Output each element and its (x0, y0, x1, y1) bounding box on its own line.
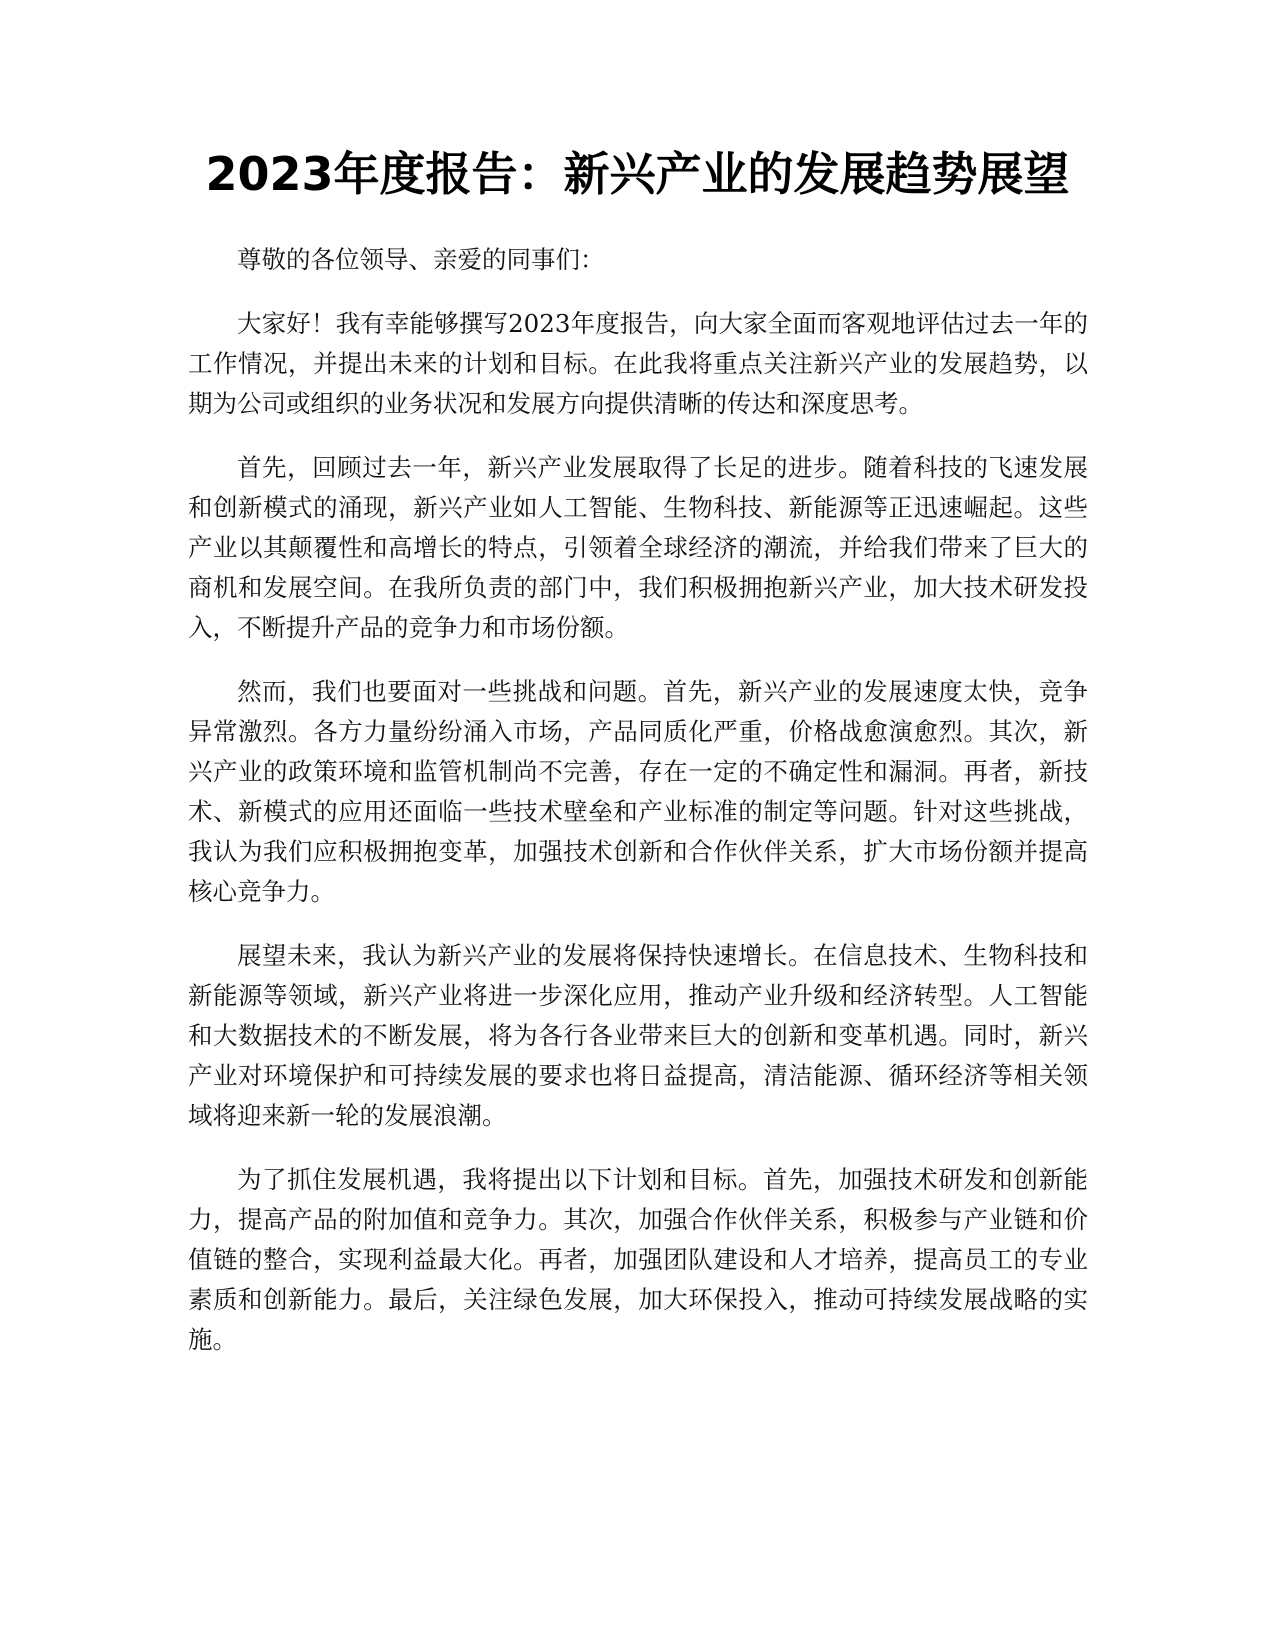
paragraph-plans: 为了抓住发展机遇，我将提出以下计划和目标。首先，加强技术研发和创新能力，提高产品的附加值和竞争力。其次，加强合作伙伴关系，积极参与产业链和价值链的整合，实现利益最大化。再者，加强团队建设和人才培养，提高员工的专业素质和创新能力。最后，关注绿色发展，加大环保投入，推动可持续发展战略的实施。 (188, 1165, 1088, 1354)
page-title: 2023年度报告：新兴产业的发展趋势展望 (205, 147, 1070, 201)
paragraph-challenges: 然而，我们也要面对一些挑战和问题。首先，新兴产业的发展速度太快，竞争异常激烈。各方力量纷纷涌入市场，产品同质化严重，价格战愈演愈烈。其次，新兴产业的政策环境和监管机制尚不完善，存在一定的不确定性和漏洞。再者，新技术、新模式的应用还面临一些技术壁垒和产业标准的制定等问题。针对这些挑战，我认为我们应积极拥抱变革，加强技术创新和合作伙伴关系，扩大市场份额并提高核心竞争力。 (188, 677, 1088, 906)
document-body (188, 240, 1088, 1384)
paragraph-intro: 大家好！我有幸能够撰写2023年度报告，向大家全面而客观地评估过去一年的工作情况，并提出未来的计划和目标。在此我将重点关注新兴产业的发展趋势，以期为公司或组织的业务状况和发展方向提供清晰的传达和深度思考。 (188, 309, 1088, 418)
paragraph-outlook: 展望未来，我认为新兴产业的发展将保持快速增长。在信息技术、生物科技和新能源等领域，新兴产业将进一步深化应用，推动产业升级和经济转型。人工智能和大数据技术的不断发展，将为各行各业带来巨大的创新和变革机遇。同时，新兴产业对环境保护和可持续发展的要求也将日益提高，清洁能源、循环经济等相关领域将迎来新一轮的发展浪潮。 (188, 941, 1088, 1130)
salutation: 尊敬的各位领导、亲爱的同事们： (237, 245, 605, 274)
paragraph-review: 首先，回顾过去一年，新兴产业发展取得了长足的进步。随着科技的飞速发展和创新模式的涌现，新兴产业如人工智能、生物科技、新能源等正迅速崛起。这些产业以其颠覆性和高增长的特点，引领着全球经济的潮流，并给我们带来了巨大的商机和发展空间。在我所负责的部门中，我们积极拥抱新兴产业，加大技术研发投入，不断提升产品的竞争力和市场份额。 (188, 453, 1088, 642)
